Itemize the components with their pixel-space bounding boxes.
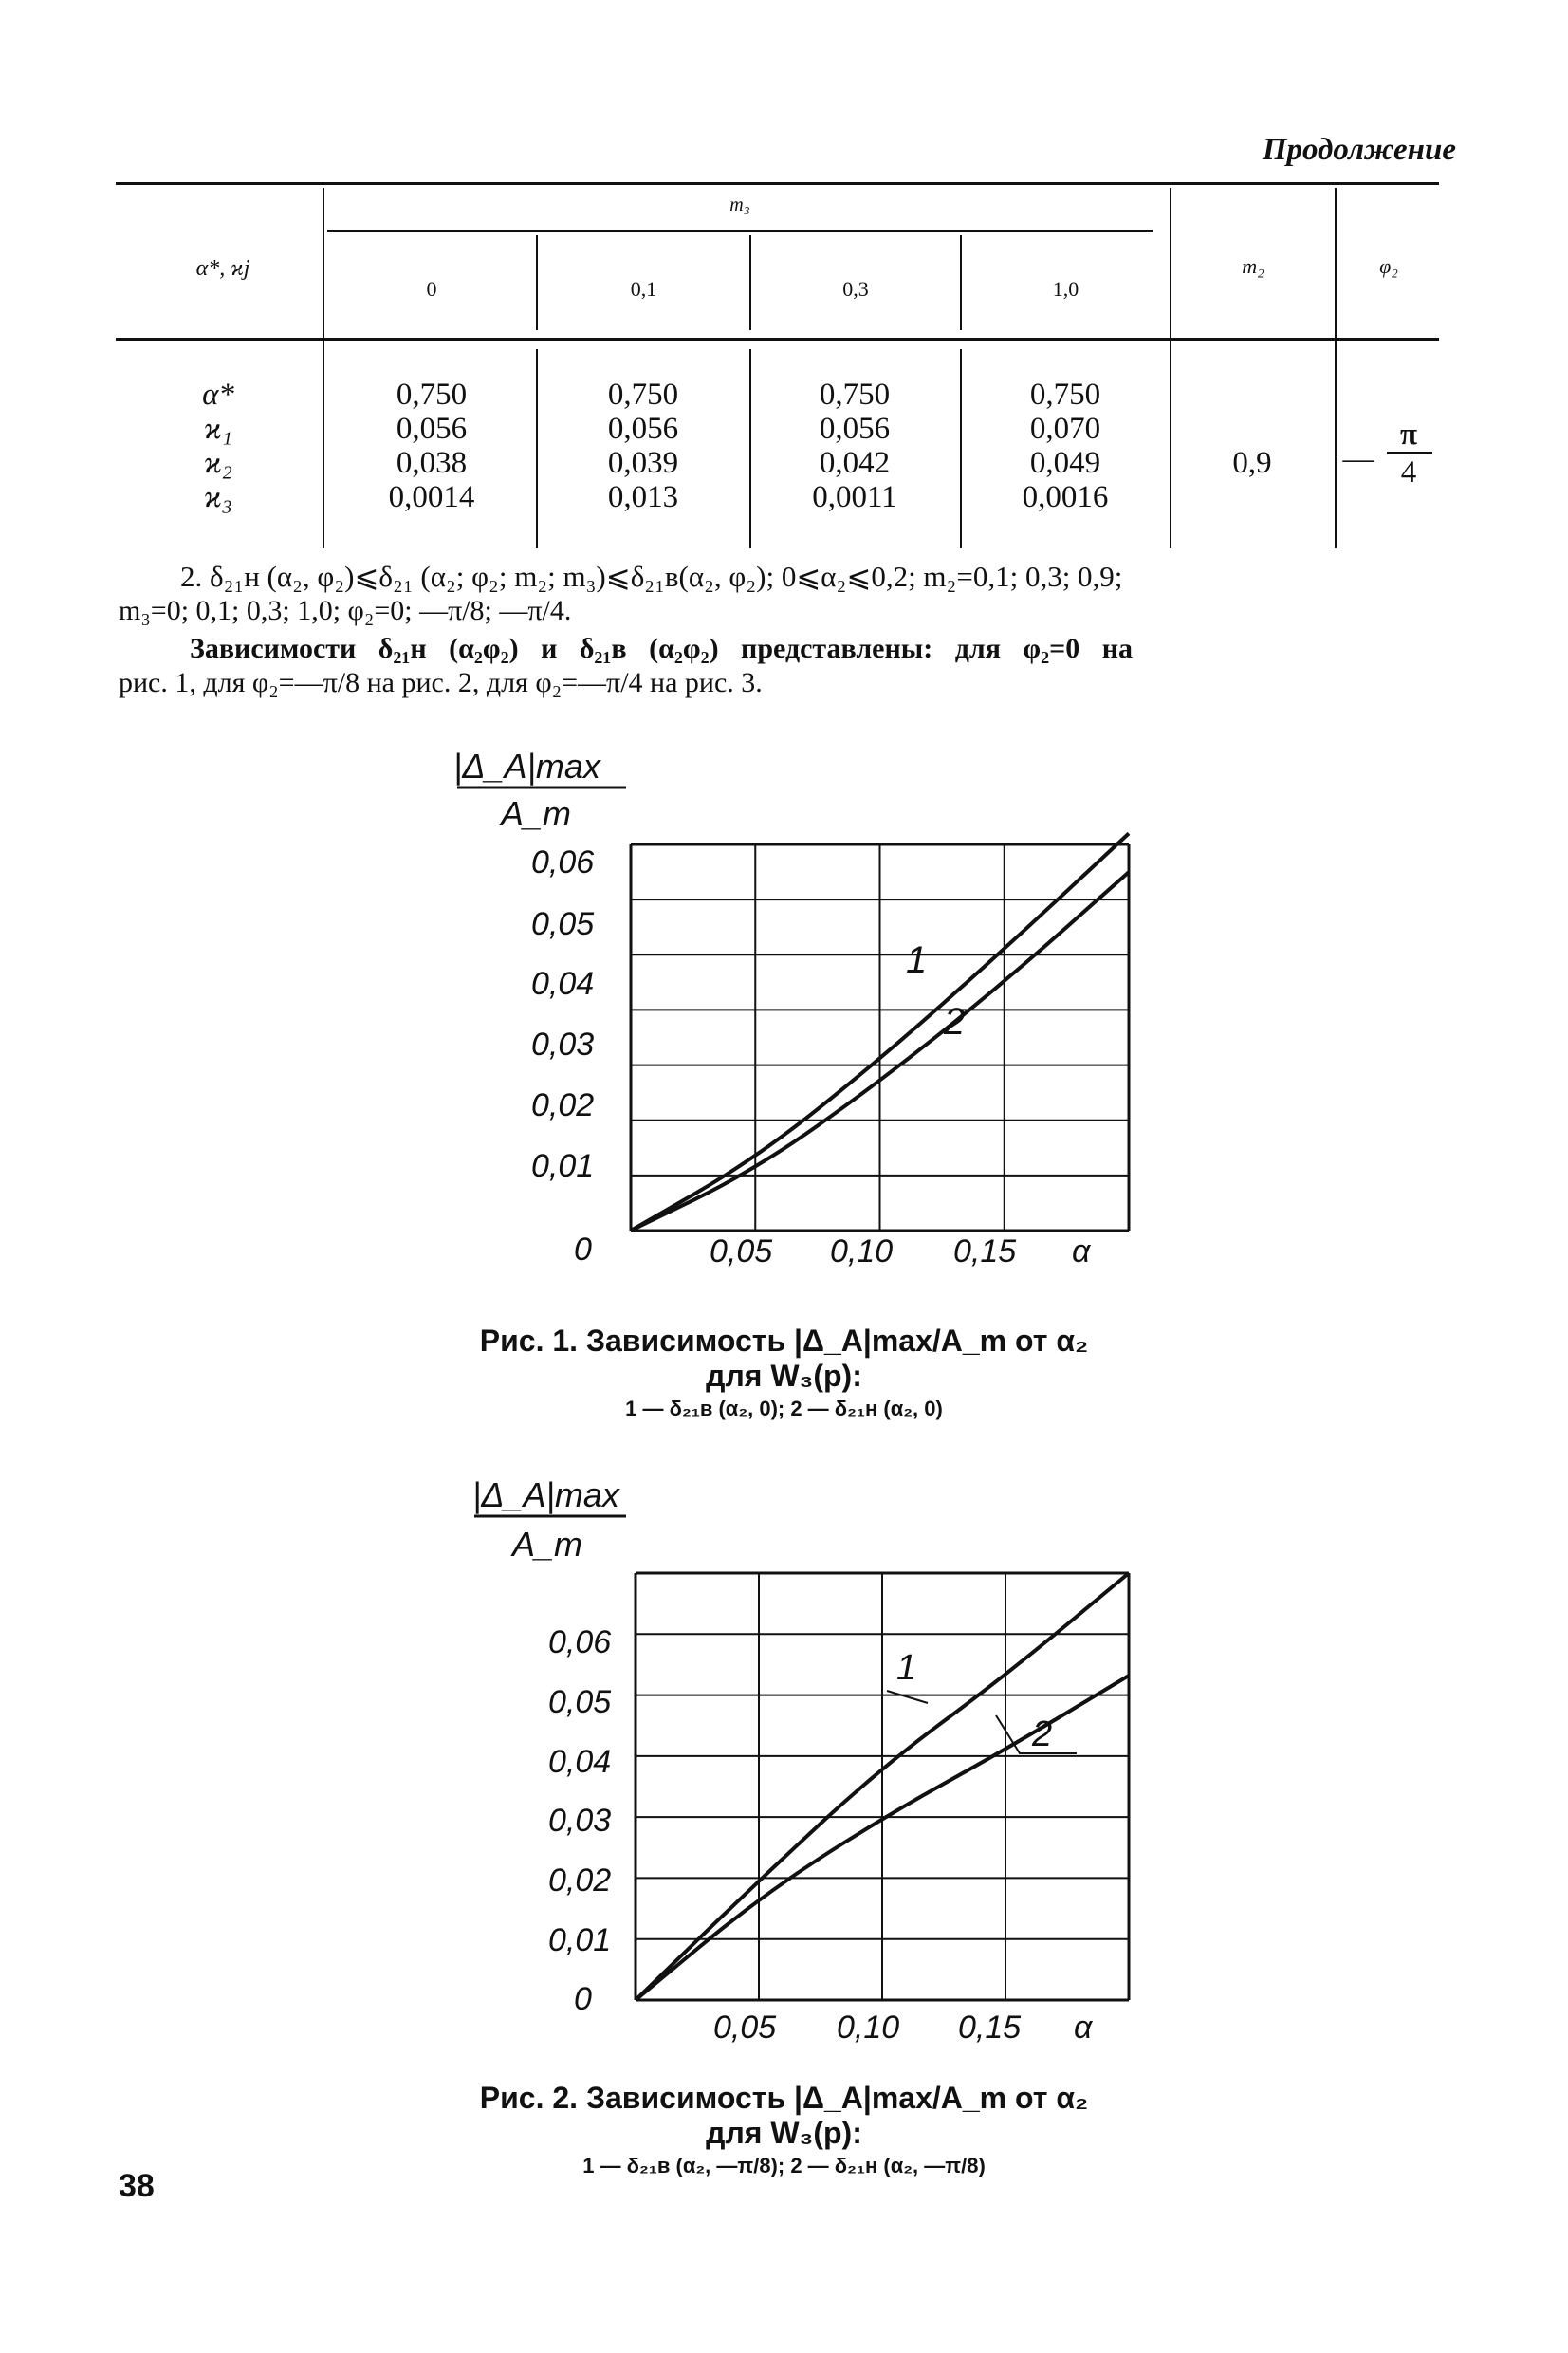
continuation-label: Продолжение [1262, 133, 1456, 167]
fig2-y-tick: 0,01 [548, 1922, 612, 1958]
paragraph-line-4: рис. 1, для φ₂=—π/8 на рис. 2, для φ₂=—π/4 на рис. 3. [119, 667, 763, 698]
table-cell: 0,750 [396, 378, 468, 412]
fig2-y-tick: 0,04 [548, 1744, 612, 1780]
fig2-curve-leader-1 [887, 1691, 928, 1703]
m3-col-3: 1,0 [1052, 277, 1079, 301]
fig1-ylabel-top: |Δ_A|max [453, 747, 600, 786]
fig2-x-symbol: α [1074, 2010, 1093, 2046]
fig2-y-tick: 0,05 [548, 1684, 612, 1720]
phi2-fraction-den: 4 [1400, 455, 1417, 490]
paragraph-line-1: 2. δ₂₁н (α₂, φ₂)⩽δ₂₁ (α₂; φ₂; m₂; m₃)⩽δ₂₁в(α₂, φ₂); 0⩽α₂⩽0,2; m₂=0,1; 0,3; 0,9; [180, 560, 1123, 593]
fig2-caption-line-2: для W₃(p): [706, 2116, 862, 2150]
paragraph-line-2: m₃=0; 0,1; 0,3; 1,0; φ₂=0; —π/8; —π/4. [119, 595, 572, 626]
m3-col-0: 0 [426, 277, 437, 301]
fig1-x-tick: 0,15 [953, 1233, 1017, 1269]
fig2-curve-label-2: 2 [1032, 1714, 1053, 1754]
fig1-x-symbol: α [1072, 1233, 1091, 1269]
table-cell: 0,0014 [388, 480, 475, 514]
fig2-x-tick: 0,05 [713, 2010, 777, 2046]
fig1-caption-line-2: для W₃(p): [706, 1359, 862, 1393]
fig2-curve-label-1: 1 [896, 1648, 917, 1688]
fig1-x-tick: 0,05 [710, 1233, 773, 1269]
row-label-kappa3: ϰ₃ [203, 480, 233, 514]
table-cell: 0,013 [607, 480, 679, 514]
table-cell: 0,750 [819, 378, 891, 412]
m3-col-1: 0,1 [630, 277, 657, 301]
fig1-caption-line-3: 1 — δ₂₁в (α₂, 0); 2 — δ₂₁н (α₂, 0) [625, 1397, 943, 1420]
fig1-x-tick: 0,10 [830, 1233, 894, 1269]
figure2 [472, 1475, 1094, 2046]
fig1-y-tick: 0,05 [531, 906, 595, 942]
fig2-y-tick: 0,06 [548, 1624, 612, 1660]
fig1-curve-label-2: 2 [944, 1001, 966, 1043]
fig1-y-tick: 0 [574, 1232, 592, 1268]
fig1-y-tick: 0,02 [531, 1087, 595, 1123]
table-cell: 0,038 [396, 446, 468, 480]
fig1-y-tick: 0,01 [531, 1148, 595, 1184]
figure1 [453, 747, 1092, 1269]
phi2-sign: — [1342, 442, 1374, 476]
table-cell: 0,042 [819, 446, 891, 480]
fig2-ylabel-top: |Δ_A|max [472, 1475, 619, 1514]
m2-value: 0,9 [1232, 446, 1272, 480]
fig2-caption-line-1: Рис. 2. Зависимость |Δ_A|max/A_m от α₂ [479, 2081, 1089, 2115]
table-cell: 0,039 [607, 446, 679, 480]
fig2-ylabel-bottom: A_m [512, 1525, 583, 1564]
table-cell: 0,056 [396, 412, 468, 446]
phi2-header: φ₂ [1379, 254, 1398, 278]
fig1-y-tick: 0,03 [531, 1027, 595, 1063]
table-cell: 0,750 [607, 378, 679, 412]
fig2-caption-line-3: 1 — δ₂₁в (α₂, —π/8); 2 — δ₂₁н (α₂, —π/8) [582, 2154, 986, 2177]
table-cell: 0,750 [1029, 378, 1101, 412]
row-label-kappa2: ϰ₂ [203, 446, 233, 480]
table-cell: 0,0016 [1022, 480, 1109, 514]
table-cell: 0,0011 [812, 480, 897, 514]
group-header-m3: m₃ [729, 195, 750, 215]
m3-col-2: 0,3 [842, 277, 869, 301]
fig2-x-tick: 0,15 [958, 2010, 1022, 2046]
row-header: α*, ϰj [195, 256, 250, 281]
row-label-alpha: α* [202, 378, 234, 412]
paragraph-line-3: Зависимости δ₂₁н (α₂φ₂) и δ₂₁в (α₂φ₂) представлены: для φ₂=0 на [190, 633, 1134, 664]
table-cell: 0,056 [607, 412, 679, 446]
fig1-plot-area [631, 833, 1129, 1231]
fig1-caption-line-1: Рис. 1. Зависимость |Δ_A|max/A_m от α₂ [479, 1324, 1089, 1358]
phi2-fraction-num: π [1399, 417, 1418, 452]
fig2-x-tick: 0,10 [837, 2010, 900, 2046]
page-number: 38 [119, 2168, 155, 2204]
fig1-curve-label-1: 1 [906, 939, 928, 981]
fig2-y-tick: 0,03 [548, 1803, 612, 1839]
fig1-ylabel-bottom: A_m [501, 794, 572, 833]
fig2-y-tick: 0 [574, 1981, 592, 2017]
m2-header: m₂ [1242, 254, 1264, 278]
row-label-kappa1: ϰ₁ [203, 412, 233, 446]
fig1-y-tick: 0,04 [531, 966, 595, 1002]
fig1-y-tick: 0,06 [531, 844, 595, 880]
table-cell: 0,049 [1029, 446, 1101, 480]
table-cell: 0,070 [1029, 412, 1101, 446]
fig2-y-tick: 0,02 [548, 1862, 612, 1899]
fig2-plot-area [636, 1573, 1129, 2000]
table-cell: 0,056 [819, 412, 891, 446]
